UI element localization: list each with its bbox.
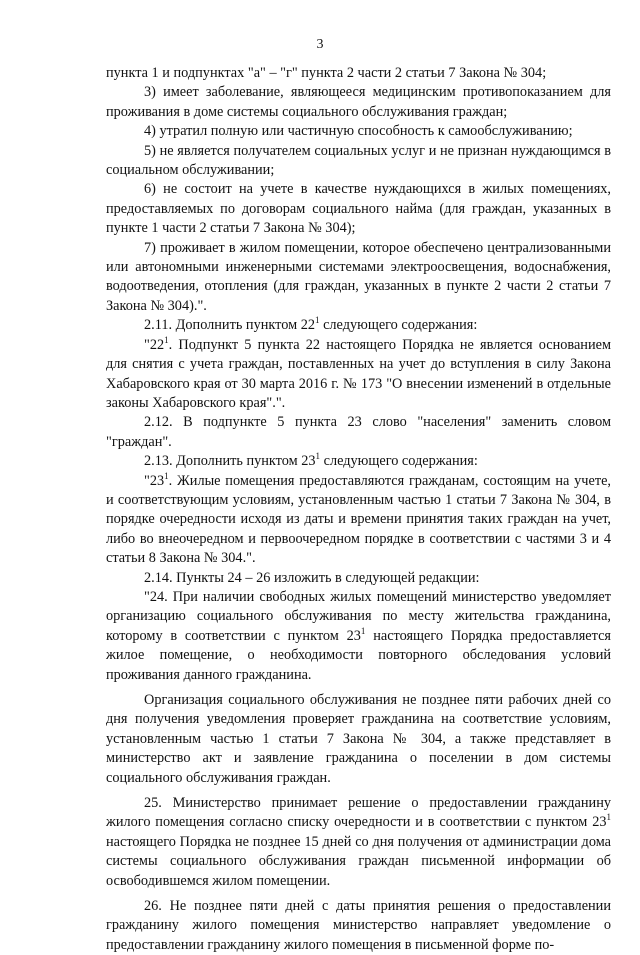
paragraph <box>106 316 611 335</box>
paragraph: 26. Не позднее пяти дней с даты принятия решения о предоставлении гражданину жилого помещения министерство направляет уведомление о предоставлении гражданину жилого помещения в письменной форме по- <box>106 898 611 953</box>
paragraph <box>106 588 611 685</box>
paragraph: 2.12. В подпункте 5 пункта 23 слово "населения" заменить словом "граждан". <box>106 414 611 450</box>
paragraph <box>106 452 611 471</box>
paragraph-text: следующего содержания: <box>320 453 478 470</box>
paragraph-text: 25. Министерство принимает решение о предоставлении гражданину жилого помещения согласно списку очередности и в соответствии с пунктом 23 <box>106 795 611 831</box>
superscript: 1 <box>164 470 169 481</box>
paragraph-text: настоящего Порядка не позднее 15 дней со дня получения от администрации дома системы социального обслуживания граждан письменной информации об освободившемся жилом помещении. <box>106 833 611 889</box>
paragraph-text: настоящего Порядка предоставляется жилое помещение, о необходимости повторного обследования условий проживания данного гражданина. <box>106 627 611 683</box>
paragraph: 7) проживает в жилом помещении, которое обеспечено централизованными или автономными инженерными системами электроосвещения, водоснабжения, водоотведения, отопления (для граждан, указанных в пункте 2 части 2 статьи 7 Закона № 304).". <box>106 239 611 314</box>
paragraph: 3) имеет заболевание, являющееся медицинским противопоказанием для проживания в доме системы социального обслуживания граждан; <box>106 84 611 120</box>
paragraph: 4) утратил полную или частичную способность к самообслуживанию; <box>144 123 573 140</box>
paragraph-text: . Подпункт 5 пункта 22 настоящего Порядка не является основанием для снятия с учета граждан, поставленных на учет до вступления в силу Закона Хабаровского края от 30 марта 2016 г. № 173 "О внесении изменений в отдельные законы Хабаровского края".". <box>106 336 611 411</box>
paragraph: 2.14. Пункты 24 – 26 изложить в следующей редакции: <box>144 569 480 586</box>
paragraph-text: . Жилые помещения предоставляются гражданам, состоящим на учете, и соответствующим условиям, установленным частью 1 статьи 7 Закона № 304, в порядке очередности исходя из даты и времени принятия таких граждан на учет, либо во внеочередном и первоочередном порядке в соответствии с частями 3 и 4 статьи 8 Закона № 304.". <box>106 472 611 567</box>
paragraph-text: "23 <box>144 472 165 489</box>
page-number: 3 <box>316 37 324 52</box>
superscript: 1 <box>315 451 321 462</box>
paragraph <box>106 336 611 414</box>
paragraph <box>106 472 611 569</box>
superscript: 1 <box>606 812 611 823</box>
paragraph-text: 2.13. Дополнить пунктом 23 <box>144 453 316 470</box>
paragraph-text: "22 <box>144 336 165 353</box>
paragraph-text: следующего содержания: <box>319 317 478 334</box>
document-body <box>106 64 611 955</box>
superscript: 1 <box>315 315 320 326</box>
paragraph: Организация социального обслуживания не позднее пяти рабочих дней со дня получения уведомления проверяет гражданина на соответствие условиям, установленным частью 1 статьи 7 Закона № 304, а также представляет в министерство акт и заявление гражданина о поселении в дом системы социального обслуживания граждан. <box>106 692 611 786</box>
paragraph <box>106 794 611 891</box>
paragraph-text: 2.11. Дополнить пунктом 22 <box>144 317 315 334</box>
superscript: 1 <box>164 334 169 345</box>
paragraph-text: "24. При наличии свободных жилых помещений министерство уведомляет организацию социального обслуживания по месту жительства гражданина, которому в соответствии с пунктом 23 <box>106 588 611 644</box>
paragraph: 5) не является получателем социальных услуг и не признан нуждающимся в социальном обслуживании; <box>106 142 611 179</box>
paragraph: пункта 1 и подпунктах "а" – "г" пункта 2 части 2 статьи 7 Закона № 304; <box>106 65 547 81</box>
paragraph: 6) не состоит на учете в качестве нуждающихся в жилых помещениях, предоставляемых по договорам социального найма (для граждан, указанных в пункте 1 части 2 статьи 7 Закона № 304); <box>106 181 611 237</box>
superscript: 1 <box>360 625 366 636</box>
